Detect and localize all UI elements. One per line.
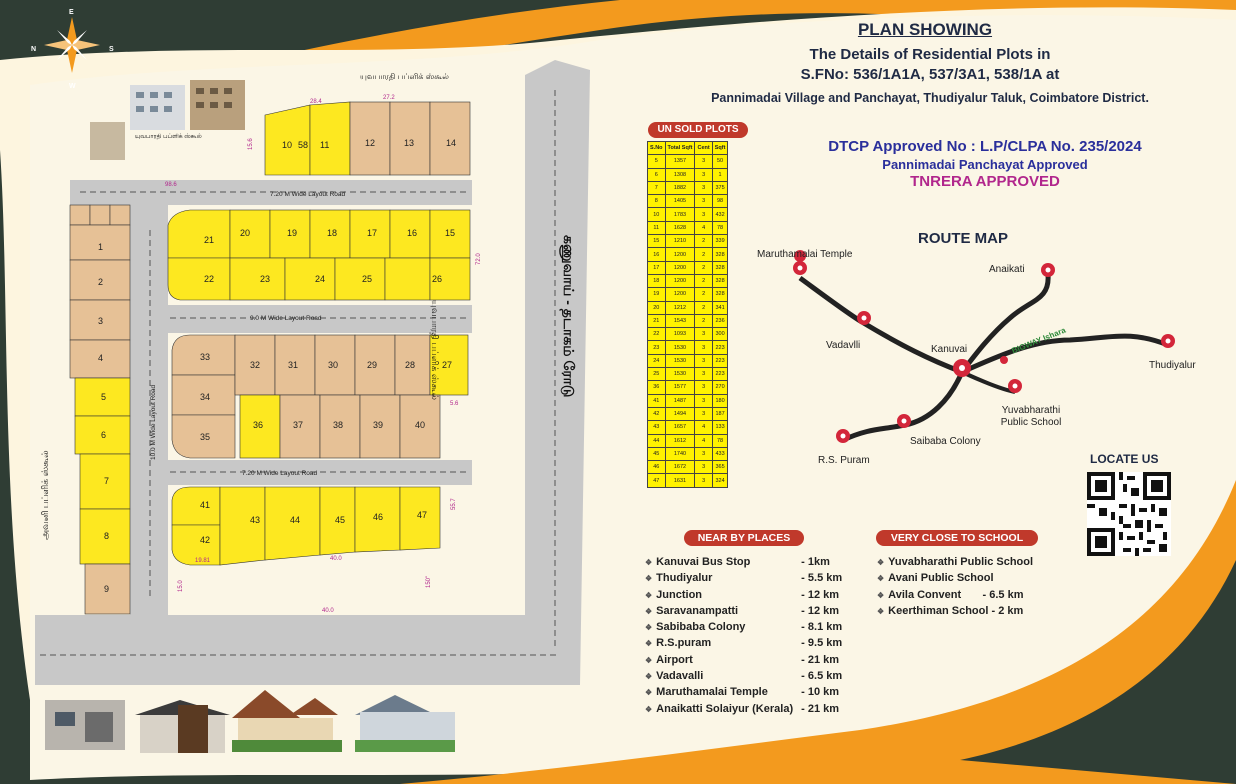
svg-text:72.0: 72.0 bbox=[476, 253, 482, 265]
unsold-cell: 47 bbox=[648, 474, 666, 487]
near-by-name: Vadavalli bbox=[656, 670, 704, 683]
svg-text:10: 10 bbox=[282, 140, 293, 150]
unsold-cell: 341 bbox=[712, 301, 728, 314]
unsold-cell: 19 bbox=[648, 288, 666, 301]
place-rspuram: R.S. Puram bbox=[818, 455, 870, 466]
unsold-cell: 11 bbox=[648, 221, 666, 234]
unsold-cell: 328 bbox=[712, 288, 728, 301]
school-item bbox=[877, 556, 1033, 572]
svg-text:40: 40 bbox=[415, 420, 426, 430]
unsold-row bbox=[648, 461, 728, 474]
place-vadavlli: Vadavlli bbox=[826, 340, 861, 351]
unsold-cell: 17 bbox=[648, 261, 666, 274]
near-by-distance: - 10 km bbox=[801, 686, 840, 699]
svg-text:18: 18 bbox=[327, 228, 338, 238]
school-name: Avani Public School bbox=[888, 572, 994, 585]
bullet-icon: ❖ bbox=[645, 606, 653, 616]
unsold-header-row bbox=[648, 142, 728, 155]
svg-text:26: 26 bbox=[432, 274, 443, 284]
unsold-row bbox=[648, 288, 728, 301]
svg-text:8: 8 bbox=[104, 531, 110, 541]
svg-text:28.4: 28.4 bbox=[310, 99, 322, 105]
near-by-name: Thudiyalur bbox=[656, 572, 713, 585]
unsold-cell: 3 bbox=[695, 195, 712, 208]
svg-text:19: 19 bbox=[287, 228, 298, 238]
bullet-icon: ❖ bbox=[645, 590, 653, 600]
unsold-row bbox=[648, 474, 728, 487]
svg-text:33: 33 bbox=[200, 352, 211, 362]
details-line1: The Details of Residential Plots in bbox=[809, 46, 1051, 63]
bullet-icon: ❖ bbox=[877, 590, 885, 600]
unsold-cell: 24 bbox=[648, 354, 666, 367]
tamil-road-name: கணுவாய் - தடாகம் ரோடு bbox=[561, 235, 577, 398]
details-line2: S.FNo: 536/1A1A, 537/3A1, 538/1A at bbox=[800, 66, 1060, 83]
unsold-cell: 433 bbox=[712, 447, 728, 460]
svg-text:41: 41 bbox=[200, 500, 211, 510]
unsold-cell: 1740 bbox=[665, 447, 695, 460]
unsold-cell: 10 bbox=[648, 208, 666, 221]
unsold-cell: 1487 bbox=[665, 394, 695, 407]
unsold-row bbox=[648, 274, 728, 287]
unsold-cell: 270 bbox=[712, 381, 728, 394]
bullet-icon: ❖ bbox=[877, 606, 885, 616]
svg-text:55.7: 55.7 bbox=[451, 498, 457, 510]
tamil-label-right: யுவபாரதி பப்ளிக் ஸ்கூல் bbox=[430, 300, 440, 401]
svg-text:17: 17 bbox=[367, 228, 378, 238]
unsold-cell: 1357 bbox=[665, 155, 695, 168]
unsold-cell: 41 bbox=[648, 394, 666, 407]
near-by-distance: - 8.1 km bbox=[801, 621, 843, 634]
near-by-distance: - 21 km bbox=[801, 702, 840, 715]
place-saibaba: Saibaba Colony bbox=[910, 436, 981, 447]
unsold-cell: 187 bbox=[712, 407, 728, 420]
svg-text:6: 6 bbox=[101, 430, 107, 440]
unsold-cell: 328 bbox=[712, 274, 728, 287]
unsold-cell: 365 bbox=[712, 461, 728, 474]
tnrera-approval: TNRERA APPROVED bbox=[910, 173, 1060, 190]
near-by-item bbox=[645, 686, 842, 702]
compass-e-label: E bbox=[69, 9, 74, 16]
qr-code-icon[interactable] bbox=[1087, 472, 1171, 556]
unsold-row bbox=[648, 421, 728, 434]
unsold-cell: 1672 bbox=[665, 461, 695, 474]
unsold-cell: 1200 bbox=[665, 261, 695, 274]
near-by-item bbox=[645, 621, 842, 637]
unsold-cell: 375 bbox=[712, 181, 728, 194]
school-item bbox=[877, 589, 1033, 605]
unsold-row bbox=[648, 261, 728, 274]
route-map-title: ROUTE MAP bbox=[918, 230, 1008, 247]
near-by-name: Maruthamalai Temple bbox=[656, 686, 768, 699]
unsold-row bbox=[648, 354, 728, 367]
svg-text:27: 27 bbox=[442, 360, 453, 370]
svg-text:12: 12 bbox=[365, 138, 376, 148]
unsold-row bbox=[648, 221, 728, 234]
svg-text:34: 34 bbox=[200, 392, 211, 402]
road-label-v: 10.0 M Wide Layout Road bbox=[150, 384, 157, 460]
unsold-cell: 3 bbox=[695, 328, 712, 341]
svg-text:45: 45 bbox=[335, 515, 346, 525]
unsold-cell: 46 bbox=[648, 461, 666, 474]
svg-text:58: 58 bbox=[298, 140, 309, 150]
svg-text:21: 21 bbox=[204, 235, 215, 245]
near-by-distance: - 1km bbox=[801, 556, 830, 568]
svg-text:22: 22 bbox=[204, 274, 215, 284]
place-thudiyalur: Thudiyalur bbox=[1149, 360, 1196, 371]
unsold-cell: 1628 bbox=[665, 221, 695, 234]
near-by-name: R.S.puram bbox=[656, 637, 712, 650]
unsold-cell: 45 bbox=[648, 447, 666, 460]
near-by-name: Saravanampatti bbox=[656, 604, 739, 617]
svg-text:35: 35 bbox=[200, 432, 211, 442]
unsold-cell: 1200 bbox=[665, 274, 695, 287]
unsold-cell: 42 bbox=[648, 407, 666, 420]
unsold-col-header: Sqft bbox=[712, 142, 728, 155]
school-list bbox=[877, 556, 1033, 621]
school-item bbox=[877, 605, 1033, 621]
svg-text:40.0: 40.0 bbox=[330, 556, 342, 562]
unsold-cell: 300 bbox=[712, 328, 728, 341]
unsold-cell: 1530 bbox=[665, 368, 695, 381]
unsold-cell: 44 bbox=[648, 434, 666, 447]
unsold-cell: 3 bbox=[695, 208, 712, 221]
unsold-cell: 3 bbox=[695, 168, 712, 181]
svg-text:30: 30 bbox=[328, 360, 339, 370]
unsold-cell: 78 bbox=[712, 221, 728, 234]
svg-text:37: 37 bbox=[293, 420, 304, 430]
unsold-row bbox=[648, 434, 728, 447]
near-by-item bbox=[645, 572, 842, 588]
unsold-cell: 236 bbox=[712, 314, 728, 327]
bullet-icon: ❖ bbox=[877, 558, 885, 567]
near-by-item bbox=[645, 637, 842, 653]
unsold-cell: 3 bbox=[695, 447, 712, 460]
svg-text:27.2: 27.2 bbox=[383, 95, 395, 101]
near-by-item bbox=[645, 556, 842, 572]
unsold-cell: 223 bbox=[712, 354, 728, 367]
unsold-cell: 1657 bbox=[665, 421, 695, 434]
place-maruthamalai: Maruthamalai Temple bbox=[757, 249, 853, 260]
unsold-cell: 98 bbox=[712, 195, 728, 208]
unsold-row bbox=[648, 208, 728, 221]
svg-text:98.6: 98.6 bbox=[165, 182, 177, 188]
unsold-row bbox=[648, 301, 728, 314]
unsold-cell: 50 bbox=[712, 155, 728, 168]
near-by-distance: - 12 km bbox=[801, 604, 840, 617]
unsold-cell: 324 bbox=[712, 474, 728, 487]
bullet-icon: ❖ bbox=[645, 704, 653, 714]
near-by-item bbox=[645, 670, 842, 686]
unsold-cell: 1494 bbox=[665, 407, 695, 420]
unsold-cell: 3 bbox=[695, 461, 712, 474]
unsold-cell: 18 bbox=[648, 274, 666, 287]
svg-text:2: 2 bbox=[98, 277, 104, 287]
unsold-row bbox=[648, 168, 728, 181]
unsold-cell: 21 bbox=[648, 314, 666, 327]
near-by-name: Sabibaba Colony bbox=[656, 621, 746, 634]
unsold-cell: 133 bbox=[712, 421, 728, 434]
unsold-cell: 1882 bbox=[665, 181, 695, 194]
unsold-cell: 1543 bbox=[665, 314, 695, 327]
unsold-col-header: Cent bbox=[695, 142, 712, 155]
unsold-row bbox=[648, 407, 728, 420]
near-by-name: Airport bbox=[656, 653, 693, 666]
unsold-cell: 22 bbox=[648, 328, 666, 341]
svg-text:38: 38 bbox=[333, 420, 344, 430]
svg-text:15: 15 bbox=[445, 228, 456, 238]
school-name: Keerthiman School - 2 km bbox=[888, 604, 1024, 617]
unsold-row bbox=[648, 155, 728, 168]
near-by-places-title: NEAR BY PLACES bbox=[684, 530, 804, 546]
unsold-cell: 78 bbox=[712, 434, 728, 447]
unsold-cell: 1200 bbox=[665, 248, 695, 261]
unsold-row bbox=[648, 394, 728, 407]
unsold-cell: 36 bbox=[648, 381, 666, 394]
road-label-1: 7.20 M Wide Layout Road bbox=[270, 191, 346, 198]
unsold-cell: 23 bbox=[648, 341, 666, 354]
unsold-row bbox=[648, 328, 728, 341]
svg-text:7: 7 bbox=[104, 476, 110, 486]
svg-text:32: 32 bbox=[250, 360, 261, 370]
unsold-cell: 16 bbox=[648, 248, 666, 261]
unsold-cell: 3 bbox=[695, 474, 712, 487]
unsold-plots-title: UN SOLD PLOTS bbox=[648, 122, 748, 138]
unsold-cell: 25 bbox=[648, 368, 666, 381]
unsold-cell: 1210 bbox=[665, 235, 695, 248]
road-label-3: 7.20 M Wide Layout Road bbox=[242, 470, 318, 477]
near-by-distance: - 5.5 km bbox=[801, 572, 843, 585]
near-by-item bbox=[645, 589, 842, 605]
near-by-distance: - 6.5 km bbox=[801, 670, 843, 683]
compass-n-label: N bbox=[31, 46, 37, 53]
school-name: Yuvabharathi Public School bbox=[888, 556, 1034, 568]
svg-text:150": 150" bbox=[426, 575, 432, 588]
compass-w-label: W bbox=[69, 83, 76, 90]
bullet-icon: ❖ bbox=[645, 574, 653, 584]
unsold-row bbox=[648, 447, 728, 460]
unsold-cell: 1093 bbox=[665, 328, 695, 341]
panchayat-approval: Pannimadai Panchayat Approved bbox=[882, 157, 1088, 172]
near-by-item bbox=[645, 654, 842, 670]
tamil-label-top: யுவபாரதி பப்ளிக் ஸ்கூல் bbox=[360, 72, 449, 81]
near-by-item bbox=[645, 703, 842, 719]
unsold-cell: 1530 bbox=[665, 354, 695, 367]
unsold-cell: 2 bbox=[695, 314, 712, 327]
bullet-icon: ❖ bbox=[645, 623, 653, 633]
svg-text:20: 20 bbox=[240, 228, 251, 238]
near-by-distance: - 21 km bbox=[801, 653, 840, 666]
svg-text:15.6: 15.6 bbox=[248, 138, 254, 150]
svg-text:11: 11 bbox=[320, 140, 330, 150]
unsold-cell: 180 bbox=[712, 394, 728, 407]
near-by-name: Anaikatti Solaiyur (Kerala) bbox=[656, 702, 794, 715]
unsold-cell: 3 bbox=[695, 354, 712, 367]
details-line3: Pannimadai Village and Panchayat, Thudiyalur Taluk, Coimbatore District. bbox=[711, 91, 1149, 105]
svg-text:36: 36 bbox=[253, 420, 264, 430]
near-by-distance: - 9.5 km bbox=[801, 637, 843, 650]
unsold-cell: 3 bbox=[695, 155, 712, 168]
bullet-icon: ❖ bbox=[877, 574, 885, 584]
svg-text:3: 3 bbox=[98, 316, 104, 326]
svg-text:29: 29 bbox=[367, 360, 378, 370]
unsold-row bbox=[648, 235, 728, 248]
place-yuvabharathi: Yuvabharathi Public School bbox=[1000, 405, 1062, 428]
unsold-cell: 3 bbox=[695, 341, 712, 354]
unsold-cell: 2 bbox=[695, 248, 712, 261]
unsold-row bbox=[648, 381, 728, 394]
unsold-cell: 1405 bbox=[665, 195, 695, 208]
unsold-cell: 2 bbox=[695, 301, 712, 314]
road-label-2: 9.0 M Wide Layout Road bbox=[250, 315, 322, 322]
unsold-cell: 6 bbox=[648, 168, 666, 181]
bullet-icon: ❖ bbox=[645, 672, 653, 682]
plan-title: PLAN SHOWING bbox=[857, 20, 993, 39]
svg-text:16: 16 bbox=[407, 228, 418, 238]
unsold-cell: 1200 bbox=[665, 288, 695, 301]
unsold-cell: 15 bbox=[648, 235, 666, 248]
unsold-cell: 2 bbox=[695, 274, 712, 287]
unsold-row bbox=[648, 341, 728, 354]
unsold-cell: 4 bbox=[695, 221, 712, 234]
bullet-icon: ❖ bbox=[645, 558, 653, 567]
svg-text:14: 14 bbox=[446, 138, 457, 148]
unsold-cell: 1783 bbox=[665, 208, 695, 221]
plot-block-middle bbox=[168, 210, 470, 300]
svg-text:44: 44 bbox=[290, 515, 301, 525]
near-by-places-list bbox=[645, 556, 842, 719]
unsold-cell: 1612 bbox=[665, 434, 695, 447]
svg-text:39: 39 bbox=[373, 420, 384, 430]
unsold-cell: 223 bbox=[712, 341, 728, 354]
unsold-col-header: Total Sqft bbox=[665, 142, 695, 155]
plan-details bbox=[700, 46, 1160, 105]
school-name: Avila Convent - 6.5 km bbox=[888, 588, 1024, 601]
place-kanuvai: Kanuvai bbox=[931, 344, 968, 355]
unsold-cell: 3 bbox=[695, 381, 712, 394]
svg-text:19.81: 19.81 bbox=[195, 558, 211, 564]
brand-logo: BIGWAY Ishara bbox=[1010, 325, 1067, 356]
svg-text:28: 28 bbox=[405, 360, 416, 370]
svg-text:5.6: 5.6 bbox=[450, 401, 459, 407]
unsold-row bbox=[648, 368, 728, 381]
svg-text:1: 1 bbox=[98, 242, 104, 252]
svg-text:13: 13 bbox=[404, 138, 415, 148]
unsold-cell: 432 bbox=[712, 208, 728, 221]
unsold-cell: 1530 bbox=[665, 341, 695, 354]
unsold-cell: 1577 bbox=[665, 381, 695, 394]
near-by-name: Kanuvai Bus Stop bbox=[656, 556, 751, 568]
unsold-cell: 3 bbox=[695, 368, 712, 381]
unsold-cell: 1631 bbox=[665, 474, 695, 487]
svg-text:5: 5 bbox=[101, 392, 107, 402]
locate-us-label: LOCATE US bbox=[1090, 452, 1159, 466]
tamil-label-left: அவனி பப்ளிக் ஸ்கூல் bbox=[40, 450, 50, 540]
unsold-cell: 328 bbox=[712, 261, 728, 274]
close-to-school-title: VERY CLOSE TO SCHOOL bbox=[876, 530, 1038, 546]
svg-text:43: 43 bbox=[250, 515, 261, 525]
plot-block-lower bbox=[172, 335, 468, 458]
unsold-row bbox=[648, 314, 728, 327]
unsold-cell: 223 bbox=[712, 368, 728, 381]
svg-text:42: 42 bbox=[200, 535, 211, 545]
unsold-cell: 3 bbox=[695, 181, 712, 194]
svg-text:25: 25 bbox=[362, 274, 373, 284]
unsold-cell: 7 bbox=[648, 181, 666, 194]
unsold-cell: 2 bbox=[695, 288, 712, 301]
unsold-cell: 20 bbox=[648, 301, 666, 314]
unsold-row bbox=[648, 195, 728, 208]
tamil-label-building: யுவபாரதி பப்ளிக் ஸ்கூல் bbox=[135, 134, 202, 140]
unsold-cell: 5 bbox=[648, 155, 666, 168]
svg-text:31: 31 bbox=[288, 360, 299, 370]
svg-text:24: 24 bbox=[315, 274, 326, 284]
unsold-cell: 328 bbox=[712, 248, 728, 261]
near-by-distance: - 12 km bbox=[801, 588, 840, 601]
svg-text:40.0: 40.0 bbox=[322, 608, 334, 614]
bullet-icon: ❖ bbox=[645, 688, 653, 698]
unsold-cell: 43 bbox=[648, 421, 666, 434]
compass-s-label: S bbox=[109, 46, 114, 53]
place-anaikati: Anaikati bbox=[989, 264, 1025, 275]
unsold-cell: 339 bbox=[712, 235, 728, 248]
school-item bbox=[877, 572, 1033, 588]
unsold-cell: 1212 bbox=[665, 301, 695, 314]
approval-block bbox=[805, 138, 1165, 190]
svg-text:4: 4 bbox=[98, 353, 104, 363]
unsold-cell: 3 bbox=[695, 394, 712, 407]
dtcp-approval: DTCP Approved No : L.P/CLPA No. 235/2024 bbox=[828, 138, 1142, 155]
unsold-cell: 4 bbox=[695, 434, 712, 447]
svg-text:9: 9 bbox=[104, 584, 110, 594]
unsold-col-header: S.No bbox=[648, 142, 666, 155]
unsold-plots-table bbox=[647, 141, 728, 488]
bullet-icon: ❖ bbox=[645, 655, 653, 665]
svg-text:23: 23 bbox=[260, 274, 271, 284]
unsold-row bbox=[648, 181, 728, 194]
near-by-item bbox=[645, 605, 842, 621]
unsold-cell: 8 bbox=[648, 195, 666, 208]
unsold-cell: 3 bbox=[695, 407, 712, 420]
unsold-cell: 1 bbox=[712, 168, 728, 181]
unsold-cell: 1308 bbox=[665, 168, 695, 181]
svg-text:46: 46 bbox=[373, 512, 384, 522]
svg-text:15.0: 15.0 bbox=[178, 580, 184, 592]
unsold-cell: 4 bbox=[695, 421, 712, 434]
unsold-row bbox=[648, 248, 728, 261]
near-by-name: Junction bbox=[656, 588, 703, 601]
bullet-icon: ❖ bbox=[645, 639, 653, 649]
unsold-cell: 2 bbox=[695, 235, 712, 248]
unsold-cell: 2 bbox=[695, 261, 712, 274]
svg-text:47: 47 bbox=[417, 510, 428, 520]
